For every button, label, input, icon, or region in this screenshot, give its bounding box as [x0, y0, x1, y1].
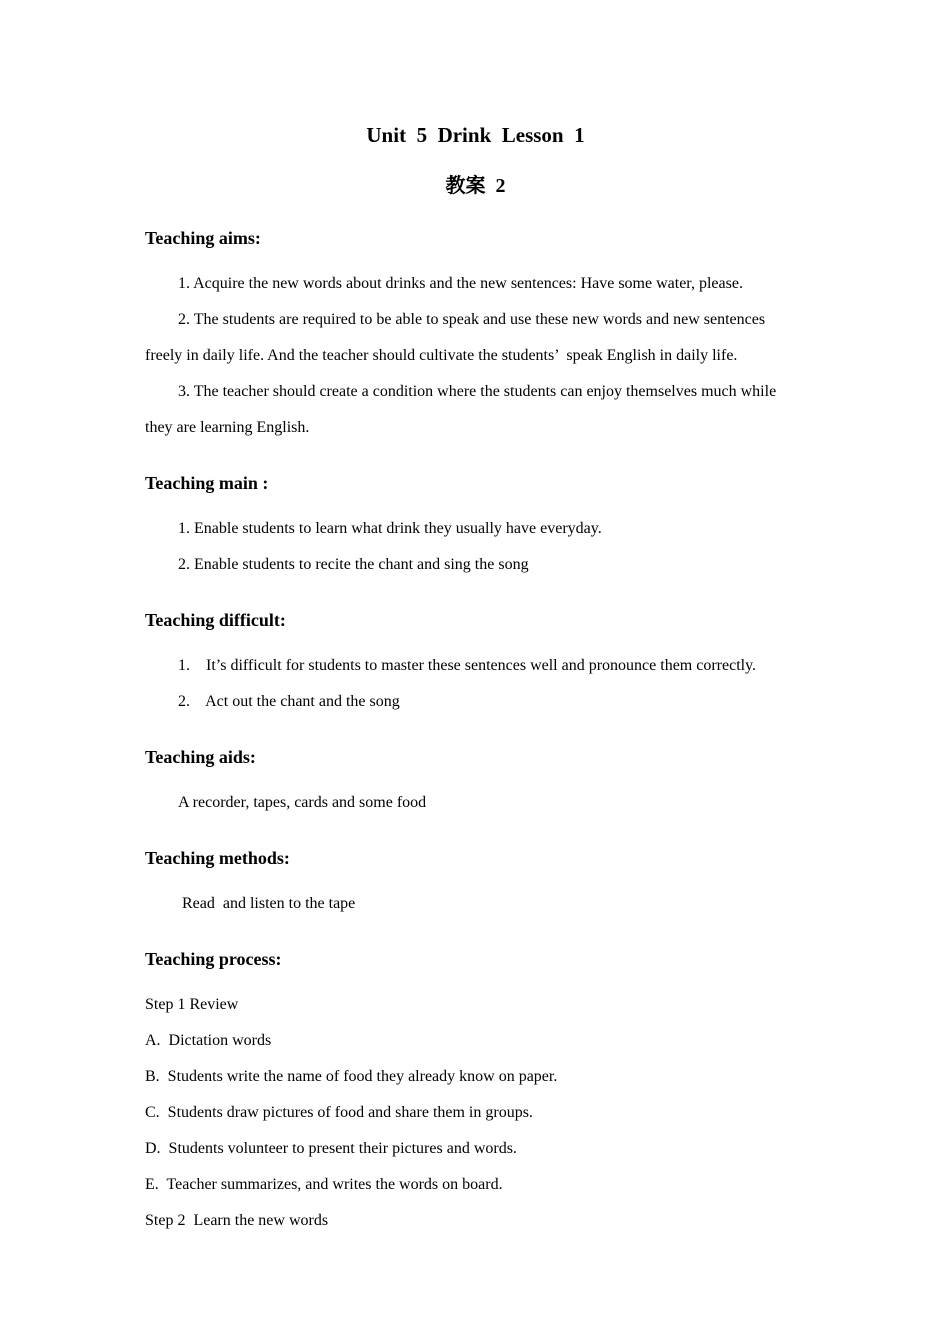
section-heading-teaching-aims: Teaching aims: [145, 228, 261, 248]
document-title: Unit 5 Drink Lesson 1 [366, 123, 585, 147]
paragraph-difficult-1: 1. It’s difficult for students to master these sentences well and pronounce them correctly. [178, 657, 757, 674]
paragraph-process-c: C. Students draw pictures of food and share them in groups. [145, 1104, 533, 1121]
paragraph-process-step2: Step 2 Learn the new words [145, 1212, 329, 1229]
paragraph-aims-1: 1. Acquire the new words about drinks and the new sentences: Have some water, please. [178, 275, 743, 292]
paragraph-main-1: 1. Enable students to learn what drink they usually have everyday. [178, 520, 602, 537]
paragraph-aids-1: A recorder, tapes, cards and some food [178, 794, 427, 811]
paragraph-process-step1: Step 1 Review [145, 996, 239, 1013]
paragraph-aims-2: 2. The students are required to be able to speak and use these new words and new sentences freely in daily life. And the teacher should cultivate the students’ speak English in daily life. [145, 311, 770, 364]
section-heading-teaching-difficult: Teaching difficult: [145, 610, 286, 630]
section-heading-teaching-methods: Teaching methods: [145, 848, 290, 868]
paragraph-process-e: E. Teacher summarizes, and writes the words on board. [145, 1176, 503, 1193]
paragraph-process-d: D. Students volunteer to present their pictures and words. [145, 1140, 517, 1157]
paragraph-main-2: 2. Enable students to recite the chant and sing the song [178, 556, 529, 573]
paragraph-process-a: A. Dictation words [145, 1032, 272, 1049]
section-heading-teaching-aids: Teaching aids: [145, 747, 256, 767]
paragraph-methods-1: Read and listen to the tape [178, 895, 356, 912]
paragraph-process-b: B. Students write the name of food they already know on paper. [145, 1068, 558, 1085]
document-subtitle: 教案 2 [445, 175, 506, 197]
paragraph-aims-3: 3. The teacher should create a condition where the students can enjoy themselves much while they are learning English. [145, 383, 781, 436]
section-heading-teaching-main: Teaching main : [145, 473, 269, 493]
section-heading-teaching-process: Teaching process: [145, 949, 282, 969]
paragraph-difficult-2: 2. Act out the chant and the song [178, 693, 400, 710]
